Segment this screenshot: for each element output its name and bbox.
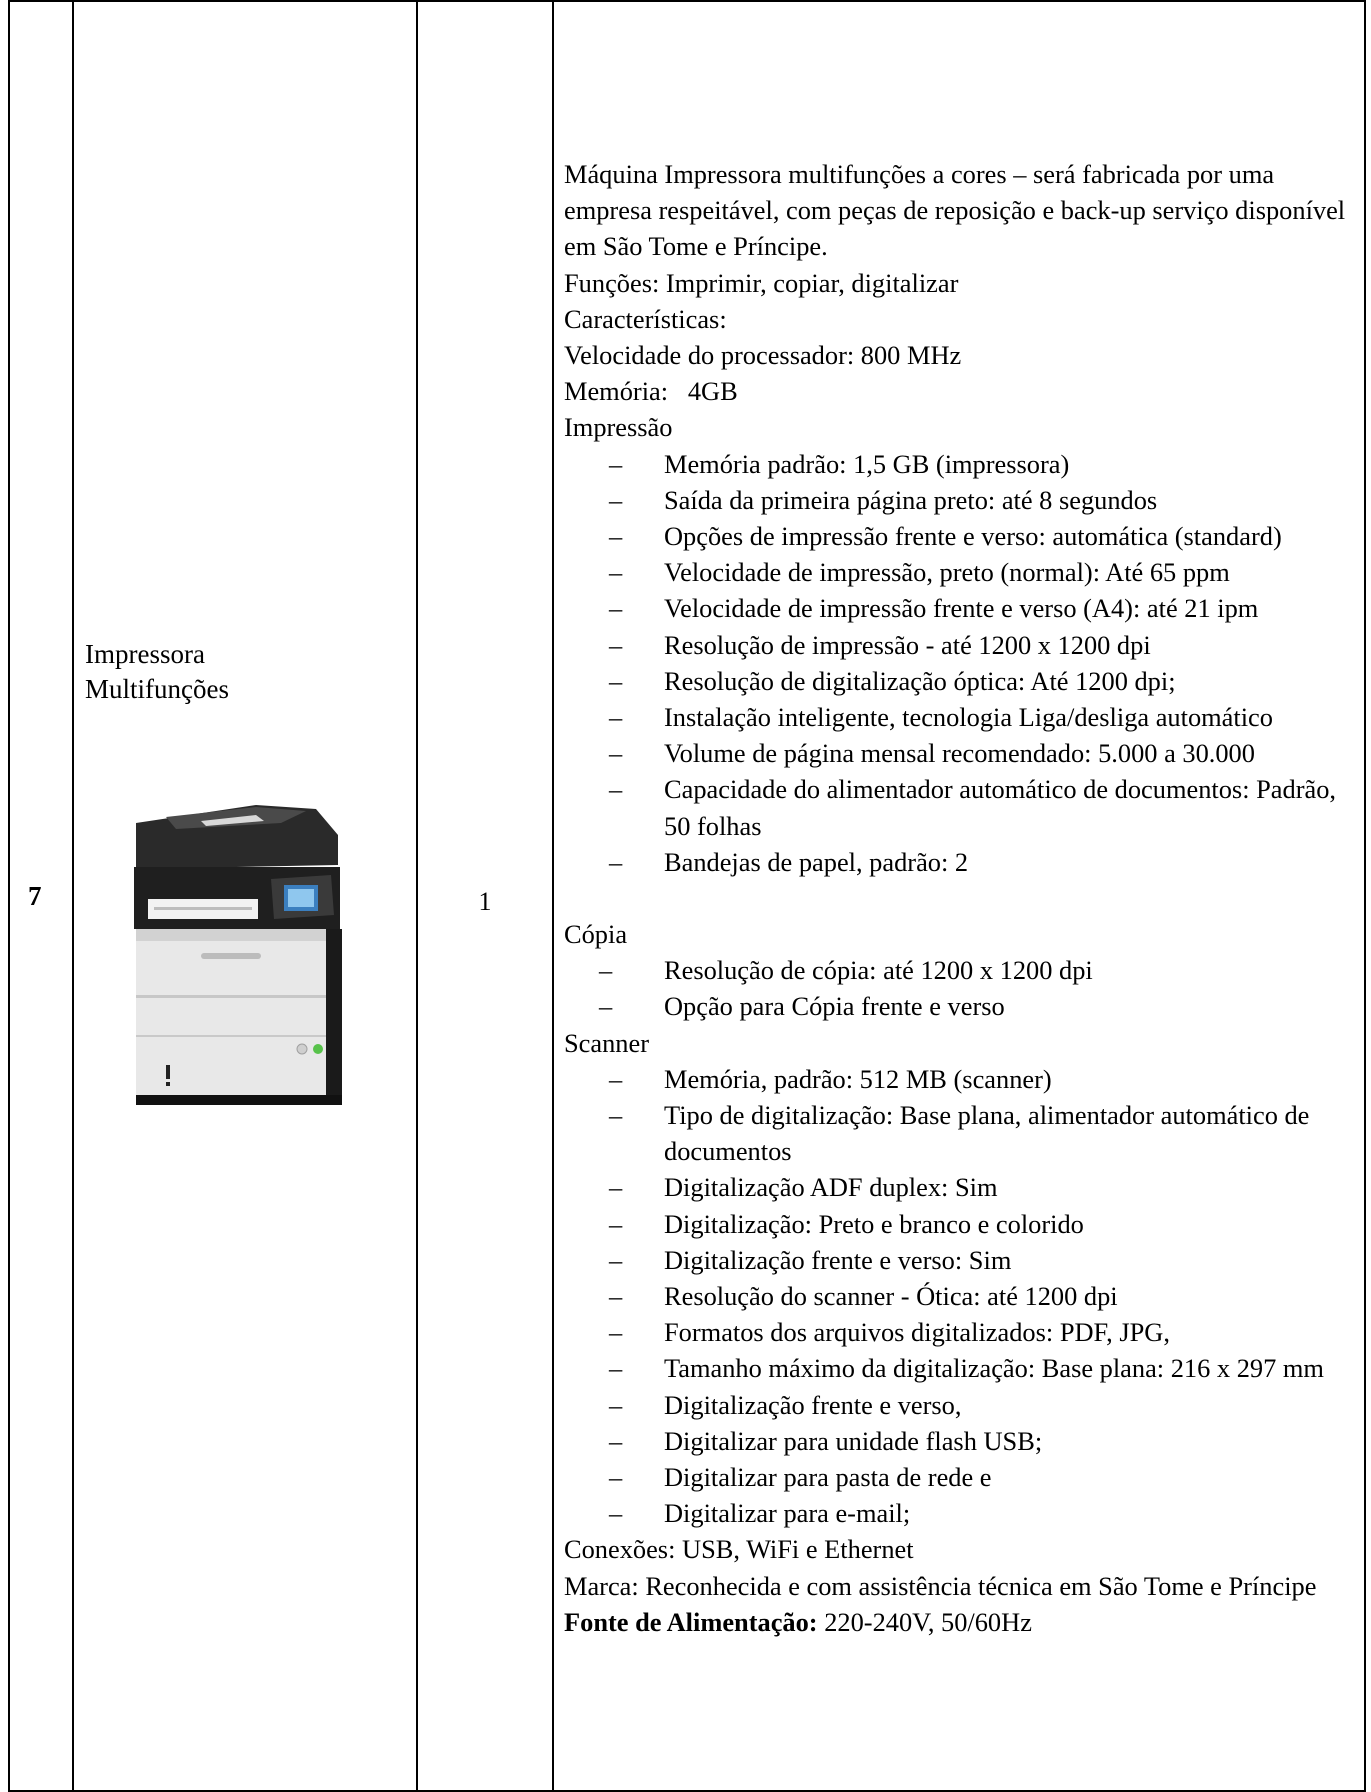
scanner-item-text: Digitalização frente e verso, (664, 1389, 962, 1420)
copy-item-text: Resolução de cópia: até 1200 x 1200 dpi (664, 955, 1093, 986)
list-item (564, 735, 1358, 771)
dash-bullet: – (609, 520, 623, 551)
power-line (564, 1604, 1358, 1640)
dash-bullet: – (609, 701, 623, 732)
dash-bullet: – (609, 484, 623, 515)
power-label: Fonte de Alimentação: (564, 1606, 818, 1637)
list-item (564, 663, 1358, 699)
dash-bullet: – (609, 738, 623, 769)
dash-bullet: – (609, 1063, 623, 1094)
copy-list (564, 952, 1358, 1024)
list-item (564, 590, 1358, 626)
list-item (564, 1169, 1358, 1205)
list-item (564, 1423, 1358, 1459)
list-item (564, 699, 1358, 735)
brand-line: Marca: Reconhecida e com assistência técnica em São Tome e Príncipe (564, 1570, 1317, 1601)
dash-bullet: – (609, 1353, 623, 1384)
print-item-text: Bandejas de papel, padrão: 2 (664, 846, 969, 877)
dash-bullet: – (609, 1100, 623, 1131)
dash-bullet: – (609, 1208, 623, 1239)
list-item (564, 1278, 1358, 1314)
print-list (564, 446, 1358, 880)
scanner-list (564, 1061, 1358, 1532)
scanner-item-text: Digitalizar para pasta de rede e (664, 1462, 992, 1493)
scanner-item-text: Digitalizar para e-mail; (664, 1498, 911, 1529)
dash-bullet: – (609, 1498, 623, 1529)
print-item-text: Capacidade do alimentador automático de documentos: Padrão, 50 folhas (664, 774, 1337, 841)
scanner-item-text: Formatos dos arquivos digitalizados: PDF, JPG, (664, 1317, 1170, 1348)
list-item (564, 1387, 1358, 1423)
scanner-item-text: Digitalização frente e verso: Sim (664, 1244, 1012, 1275)
list-item (564, 952, 1358, 988)
list-item (564, 446, 1358, 482)
quantity-cell (417, 1, 553, 1791)
description-cell (553, 1, 1365, 1791)
scanner-item-text: Memória, padrão: 512 MB (scanner) (664, 1063, 1052, 1094)
scanner-item-text: Tamanho máximo da digitalização: Base plana: 216 x 297 mm (664, 1353, 1324, 1384)
dash-bullet: – (609, 557, 623, 588)
spec-table (8, 0, 1366, 1792)
dash-bullet: – (609, 1172, 623, 1203)
scanner-item-text: Digitalização: Preto e branco e colorido (664, 1208, 1084, 1239)
dash-bullet: – (609, 448, 623, 479)
print-heading: Impressão (564, 412, 673, 443)
dash-bullet: – (609, 629, 623, 660)
list-item (564, 1314, 1358, 1350)
list-item (564, 771, 1358, 843)
list-item (564, 1242, 1358, 1278)
list-item (564, 1061, 1358, 1097)
list-item (564, 988, 1358, 1024)
dash-bullet: – (609, 774, 623, 805)
print-item-text: Instalação inteligente, tecnologia Liga/desliga automático (664, 701, 1273, 732)
copy-heading: Cópia (564, 919, 628, 949)
copy-item-text: Opção para Cópia frente e verso (664, 991, 1005, 1022)
description (554, 152, 1364, 1640)
dash-bullet: – (609, 1317, 623, 1348)
dash-bullet: – (599, 991, 613, 1022)
processor-line: Velocidade do processador: 800 MHz (564, 339, 962, 370)
print-item-text: Memória padrão: 1,5 GB (impressora) (664, 448, 1070, 479)
list-item (564, 1495, 1358, 1531)
dash-bullet: – (609, 665, 623, 696)
dash-bullet: – (609, 593, 623, 624)
item-name-line1: Impressora (85, 639, 205, 669)
printer-image (106, 795, 366, 1115)
print-item-text: Volume de página mensal recomendado: 5.000 a 30.000 (664, 738, 1255, 769)
print-item-text: Resolução de impressão - até 1200 x 1200 dpi (664, 629, 1151, 660)
print-item-text: Resolução de digitalização óptica: Até 1200 dpi; (664, 665, 1176, 696)
list-item (564, 1350, 1358, 1386)
power-value: 220-240V, 50/60Hz (817, 1606, 1032, 1637)
spacer (564, 880, 1358, 916)
list-item (564, 554, 1358, 590)
scanner-item-text: Tipo de digitalização: Base plana, alimentador automático de documentos (664, 1100, 1310, 1167)
description-intro: Máquina Impressora multifunções a cores – será fabricada por uma empresa respeitável, com peças de reposição e back-up serviço disponível em São Tome e Príncipe. (564, 158, 1346, 262)
scanner-item-text: Digitalizar para unidade flash USB; (664, 1425, 1043, 1456)
printer-icon (106, 795, 366, 1115)
scanner-item-text: Resolução do scanner - Ótica: até 1200 dpi (664, 1281, 1118, 1312)
list-item (564, 627, 1358, 663)
print-item-text: Velocidade de impressão, preto (normal): Até 65 ppm (664, 557, 1230, 588)
scanner-heading: Scanner (564, 1027, 649, 1058)
dash-bullet: – (609, 1462, 623, 1493)
list-item (564, 1097, 1358, 1169)
dash-bullet: – (609, 1244, 623, 1275)
list-item (564, 482, 1358, 518)
list-item (564, 844, 1358, 880)
item-name (74, 637, 416, 707)
dash-bullet: – (609, 846, 623, 877)
list-item (564, 518, 1358, 554)
dash-bullet: – (599, 955, 613, 986)
table-row (9, 1, 1365, 1791)
print-item-text: Velocidade de impressão frente e verso (A4): até 21 ipm (664, 593, 1259, 624)
dash-bullet: – (609, 1281, 623, 1312)
connections-line: Conexões: USB, WiFi e Ethernet (564, 1534, 914, 1565)
memory-line: Memória: 4GB (564, 376, 738, 407)
functions-line: Funções: Imprimir, copiar, digitalizar (564, 267, 959, 298)
item-number-cell (9, 1, 73, 1791)
quantity: 1 (478, 887, 492, 916)
list-item (564, 1206, 1358, 1242)
scanner-item-text: Digitalização ADF duplex: Sim (664, 1172, 998, 1203)
item-number: 7 (28, 880, 42, 911)
print-item-text: Opções de impressão frente e verso: automática (standard) (664, 520, 1282, 551)
dash-bullet: – (609, 1389, 623, 1420)
list-item (564, 1459, 1358, 1495)
item-name-line2: Multifunções (85, 674, 229, 704)
features-heading: Características: (564, 303, 727, 334)
dash-bullet: – (609, 1425, 623, 1456)
print-item-text: Saída da primeira página preto: até 8 segundos (664, 484, 1158, 515)
item-cell (73, 1, 417, 1791)
